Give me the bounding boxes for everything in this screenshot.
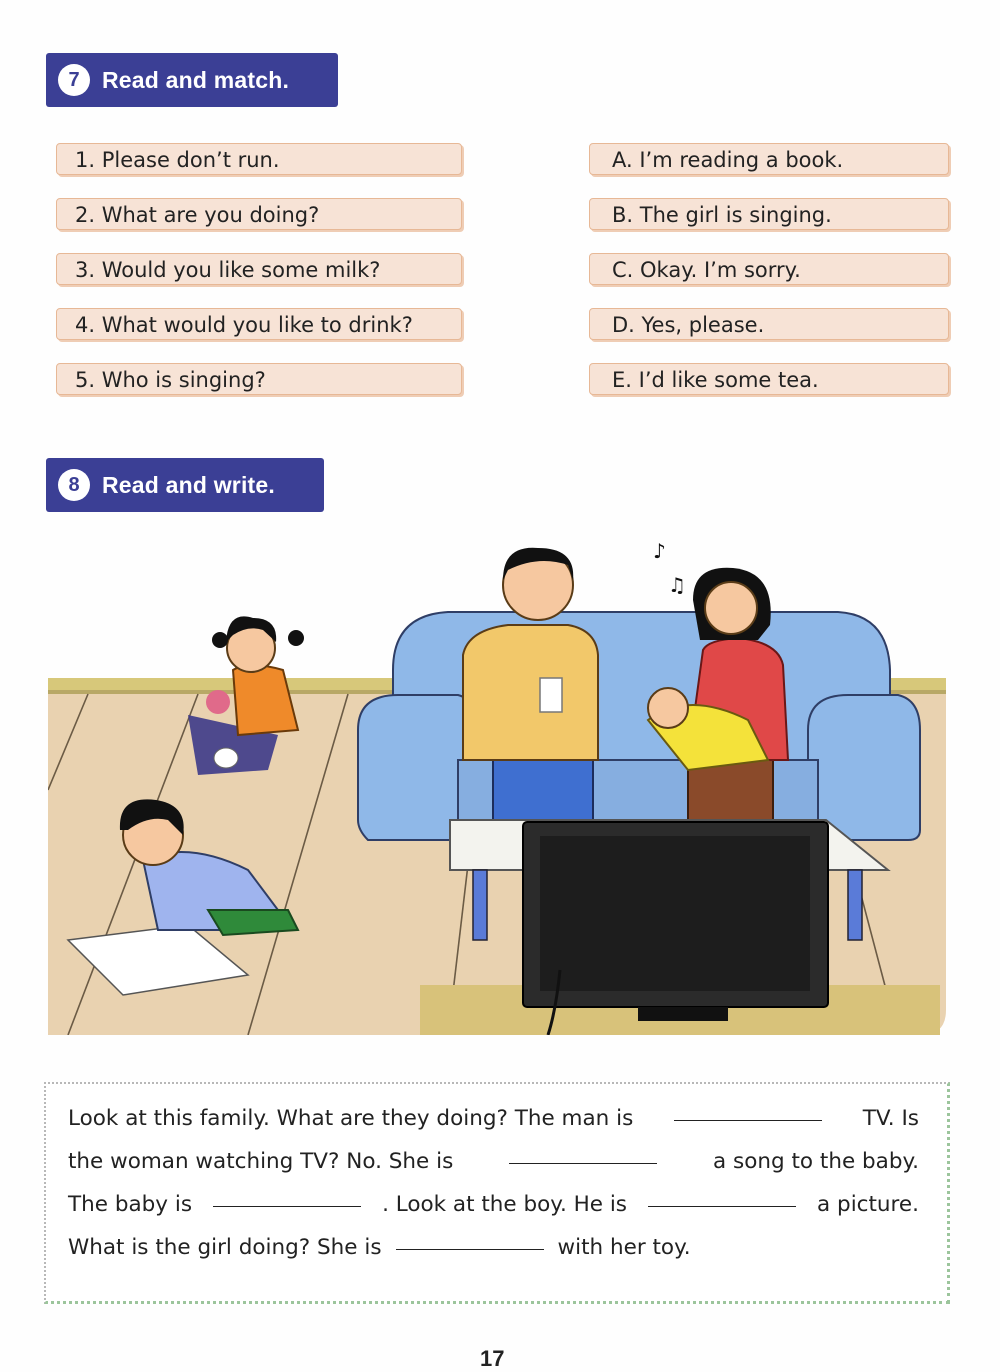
passage-text: TV. Is <box>862 1106 919 1131</box>
section-number-badge: 7 <box>58 64 90 96</box>
answer-blank-5[interactable] <box>396 1249 544 1250</box>
television <box>523 822 828 1035</box>
fill-in-passage <box>44 1082 950 1304</box>
answer-c: C. Okay. I’m sorry. <box>589 253 949 285</box>
question-3: 3. Would you like some milk? <box>56 253 462 285</box>
passage-text: a song to the baby. <box>713 1149 919 1174</box>
answer-blank-4[interactable] <box>648 1206 796 1207</box>
passage-text: What is the girl doing? She is <box>68 1235 382 1260</box>
passage-line-4 <box>68 1235 919 1278</box>
answer-blank-2[interactable] <box>509 1163 657 1164</box>
passage-text: with her toy. <box>557 1235 691 1260</box>
passage-line-2 <box>68 1149 919 1192</box>
section-7-heading <box>46 53 338 107</box>
question-5: 5. Who is singing? <box>56 363 462 395</box>
passage-text: the woman watching TV? No. She is <box>68 1149 454 1174</box>
question-2: 2. What are you doing? <box>56 198 462 230</box>
passage-text: The baby is <box>68 1192 193 1217</box>
page-number: 17 <box>480 1346 505 1371</box>
family-illustration <box>48 530 946 1035</box>
passage-line-3 <box>68 1192 919 1235</box>
question-4: 4. What would you like to drink? <box>56 308 462 340</box>
section-number-badge: 8 <box>58 469 90 501</box>
answer-b: B. The girl is singing. <box>589 198 949 230</box>
answer-a: A. I’m reading a book. <box>589 143 949 175</box>
passage-text: a picture. <box>817 1192 919 1217</box>
sofa <box>358 612 920 840</box>
answer-e: E. I’d like some tea. <box>589 363 949 395</box>
music-note-icon: ♫ <box>668 573 686 597</box>
question-1: 1. Please don’t run. <box>56 143 462 175</box>
section-title: Read and match. <box>102 66 290 93</box>
section-title: Read and write. <box>102 471 275 498</box>
answer-d: D. Yes, please. <box>589 308 949 340</box>
answer-blank-3[interactable] <box>213 1206 361 1207</box>
passage-text: Look at this family. What are they doing? The man is <box>68 1106 634 1131</box>
passage-text: . Look at the boy. He is <box>382 1192 628 1217</box>
section-8-heading <box>46 458 324 512</box>
answer-blank-1[interactable] <box>674 1120 822 1121</box>
passage-line-1 <box>68 1106 919 1149</box>
music-note-icon: ♪ <box>653 539 666 563</box>
